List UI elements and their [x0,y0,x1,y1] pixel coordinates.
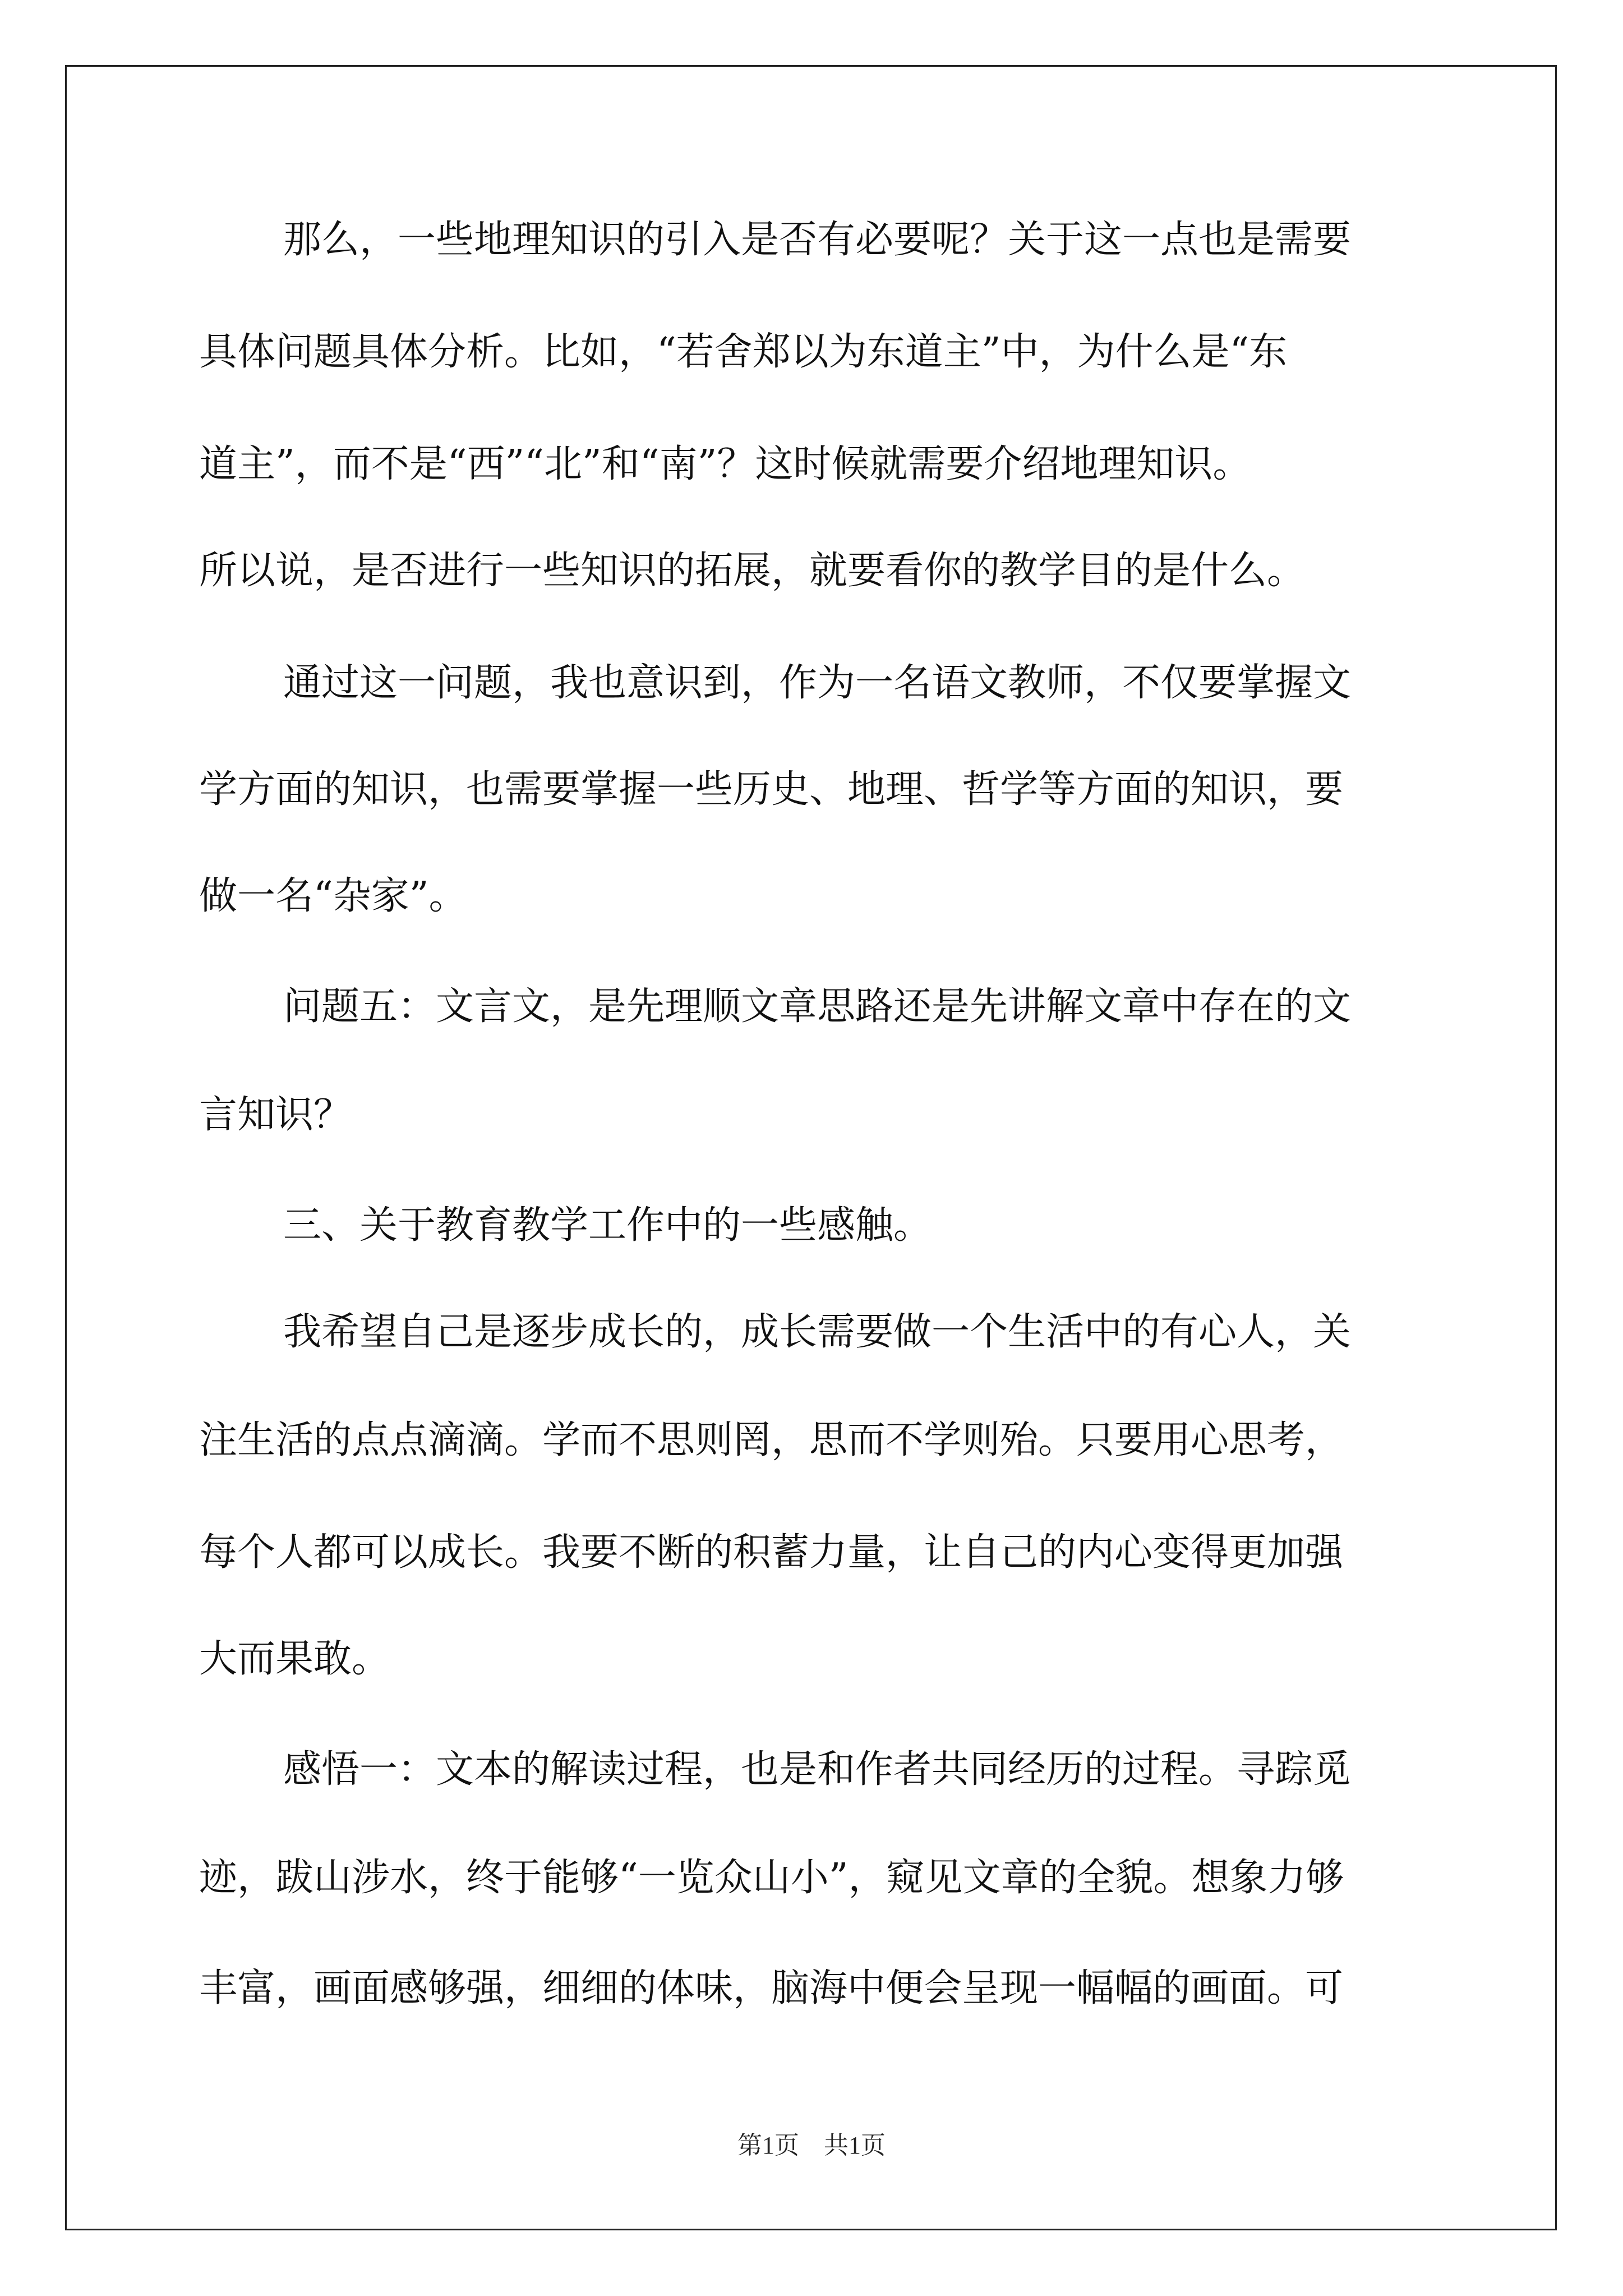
paragraph-4-line-1: 我希望自己是逐步成长的，成长需要做一个生活中的有心人，关 [283,1310,1352,1354]
paragraph-5-line-2: 迹，跋山涉水，终于能够“一览众山小”，窥见文章的全貌。想象力够 [199,1856,1344,1900]
paragraph-2-line-2: 学方面的知识，也需要掌握一些历史、地理、哲学等方面的知识，要 [199,767,1344,812]
section-heading: 三、关于教育教学工作中的一些感触。 [283,1203,932,1248]
paragraph-1-line-1: 那么，一些地理知识的引入是否有必要呢？关于这一点也是需要 [283,218,1352,262]
paragraph-1-line-2: 具体问题具体分析。比如，“若舍郑以为东道主”中，为什么是“东 [199,330,1288,374]
paragraph-3-line-1: 问题五：文言文，是先理顺文章思路还是先讲解文章中存在的文 [283,984,1352,1029]
paragraph-4-line-4: 大而果敢。 [199,1637,390,1681]
paragraph-5-line-1: 感悟一：文本的解读过程，也是和作者共同经历的过程。寻踪觅 [283,1747,1352,1792]
paragraph-3-line-2: 言知识？ [199,1093,352,1137]
paragraph-1-line-3: 道主”，而不是“西”“北”和“南”？这时候就需要介绍地理知识。 [199,442,1251,486]
paragraph-2-line-3: 做一名“杂家”。 [199,874,467,918]
paragraph-5-line-3: 丰富，画面感够强，细细的体味，脑海中便会呈现一幅幅的画面。可 [199,1966,1344,2010]
paragraph-4-line-3: 每个人都可以成长。我要不断的积蓄力量，让自己的内心变得更加强 [199,1530,1344,1575]
page-footer: 第1页 共1页 [737,2132,886,2159]
paragraph-1-line-4: 所以说，是否进行一些知识的拓展，就要看你的教学目的是什么。 [199,549,1306,593]
paragraph-2-line-1: 通过这一问题，我也意识到，作为一名语文教师，不仅要掌握文 [283,661,1352,705]
paragraph-4-line-2: 注生活的点点滴滴。学而不思则罔，思而不学则殆。只要用心思考， [199,1418,1344,1462]
